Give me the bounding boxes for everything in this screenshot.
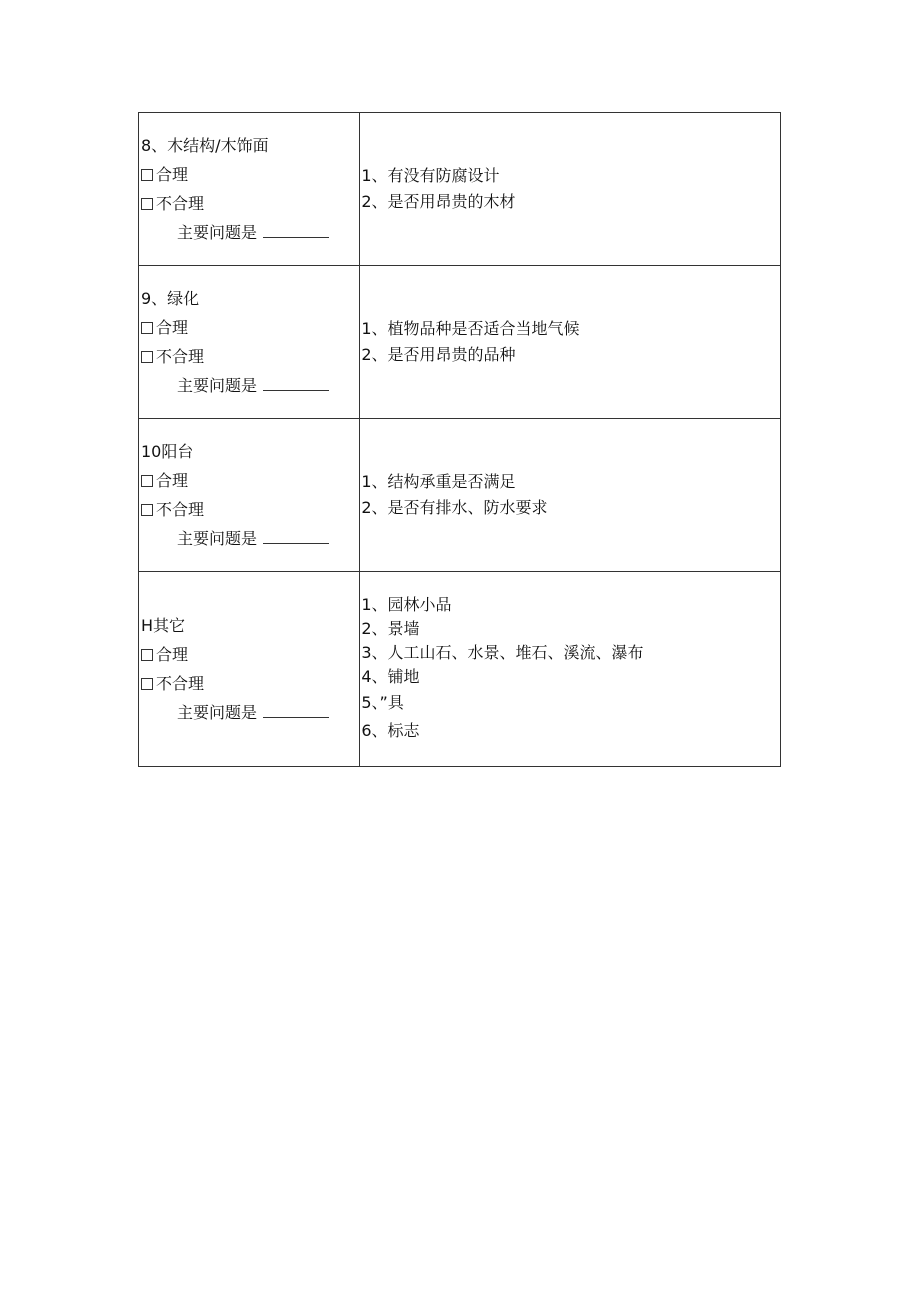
option-label: 合理 (156, 318, 189, 337)
option-reasonable[interactable] (141, 640, 359, 669)
checkbox-empty-icon[interactable] (141, 351, 153, 363)
criteria-item: 4、铺地 (361, 667, 420, 686)
criteria-item: 5、”具 (361, 693, 404, 712)
option-reasonable[interactable] (141, 466, 359, 495)
problem-label: 主要问题是 (177, 376, 258, 395)
checkbox-empty-icon[interactable] (141, 504, 153, 516)
table-row (139, 113, 781, 266)
option-reasonable[interactable] (141, 160, 359, 189)
problem-line (141, 698, 359, 727)
checkbox-empty-icon[interactable] (141, 322, 153, 334)
checkbox-empty-icon[interactable] (141, 475, 153, 487)
review-table (138, 112, 781, 767)
criteria-item: 1、园林小品 (361, 595, 452, 614)
blank-fill-line[interactable] (263, 703, 329, 718)
problem-label: 主要问题是 (177, 703, 258, 722)
problem-label: 主要问题是 (177, 223, 258, 242)
blank-fill-line[interactable] (263, 223, 329, 238)
checkbox-empty-icon[interactable] (141, 169, 153, 181)
criteria-item: 1、结构承重是否满足 (361, 472, 516, 491)
criteria-item: 2、是否用昂贵的品种 (361, 345, 516, 364)
option-label: 不合理 (156, 194, 205, 213)
checkbox-empty-icon[interactable] (141, 649, 153, 661)
category-cell (139, 419, 360, 572)
category-title: H其它 (141, 616, 186, 635)
option-label: 不合理 (156, 347, 205, 366)
blank-fill-line[interactable] (263, 376, 329, 391)
category-cell (139, 266, 360, 419)
category-title: 8、木结构/木饰面 (141, 136, 269, 155)
criteria-cell (360, 572, 781, 767)
criteria-item: 1、植物品种是否适合当地气候 (361, 319, 580, 338)
option-unreasonable[interactable] (141, 669, 359, 698)
criteria-item: 2、是否用昂贵的木材 (361, 192, 516, 211)
category-cell (139, 113, 360, 266)
criteria-item: 3、人工山石、水景、堆石、溪流、瀑布 (361, 643, 644, 662)
criteria-cell (360, 419, 781, 572)
option-unreasonable[interactable] (141, 342, 359, 371)
option-label: 不合理 (156, 674, 205, 693)
criteria-item: 2、景墙 (361, 619, 420, 638)
option-label: 合理 (156, 165, 189, 184)
category-title: 9、绿化 (141, 289, 200, 308)
problem-line (141, 371, 359, 400)
criteria-item: 6、标志 (361, 721, 420, 740)
table-row (139, 266, 781, 419)
blank-fill-line[interactable] (263, 529, 329, 544)
criteria-item: 1、有没有防腐设计 (361, 166, 500, 185)
table-row (139, 572, 781, 767)
criteria-cell (360, 266, 781, 419)
checkbox-empty-icon[interactable] (141, 198, 153, 210)
option-label: 合理 (156, 471, 189, 490)
category-cell (139, 572, 360, 767)
option-label: 合理 (156, 645, 189, 664)
checkbox-empty-icon[interactable] (141, 678, 153, 690)
criteria-cell (360, 113, 781, 266)
option-label: 不合理 (156, 500, 205, 519)
problem-label: 主要问题是 (177, 529, 258, 548)
criteria-item: 2、是否有排水、防水要求 (361, 498, 548, 517)
option-unreasonable[interactable] (141, 189, 359, 218)
problem-line (141, 524, 359, 553)
category-title: 10阳台 (141, 442, 194, 461)
problem-line (141, 218, 359, 247)
table-row (139, 419, 781, 572)
option-reasonable[interactable] (141, 313, 359, 342)
option-unreasonable[interactable] (141, 495, 359, 524)
